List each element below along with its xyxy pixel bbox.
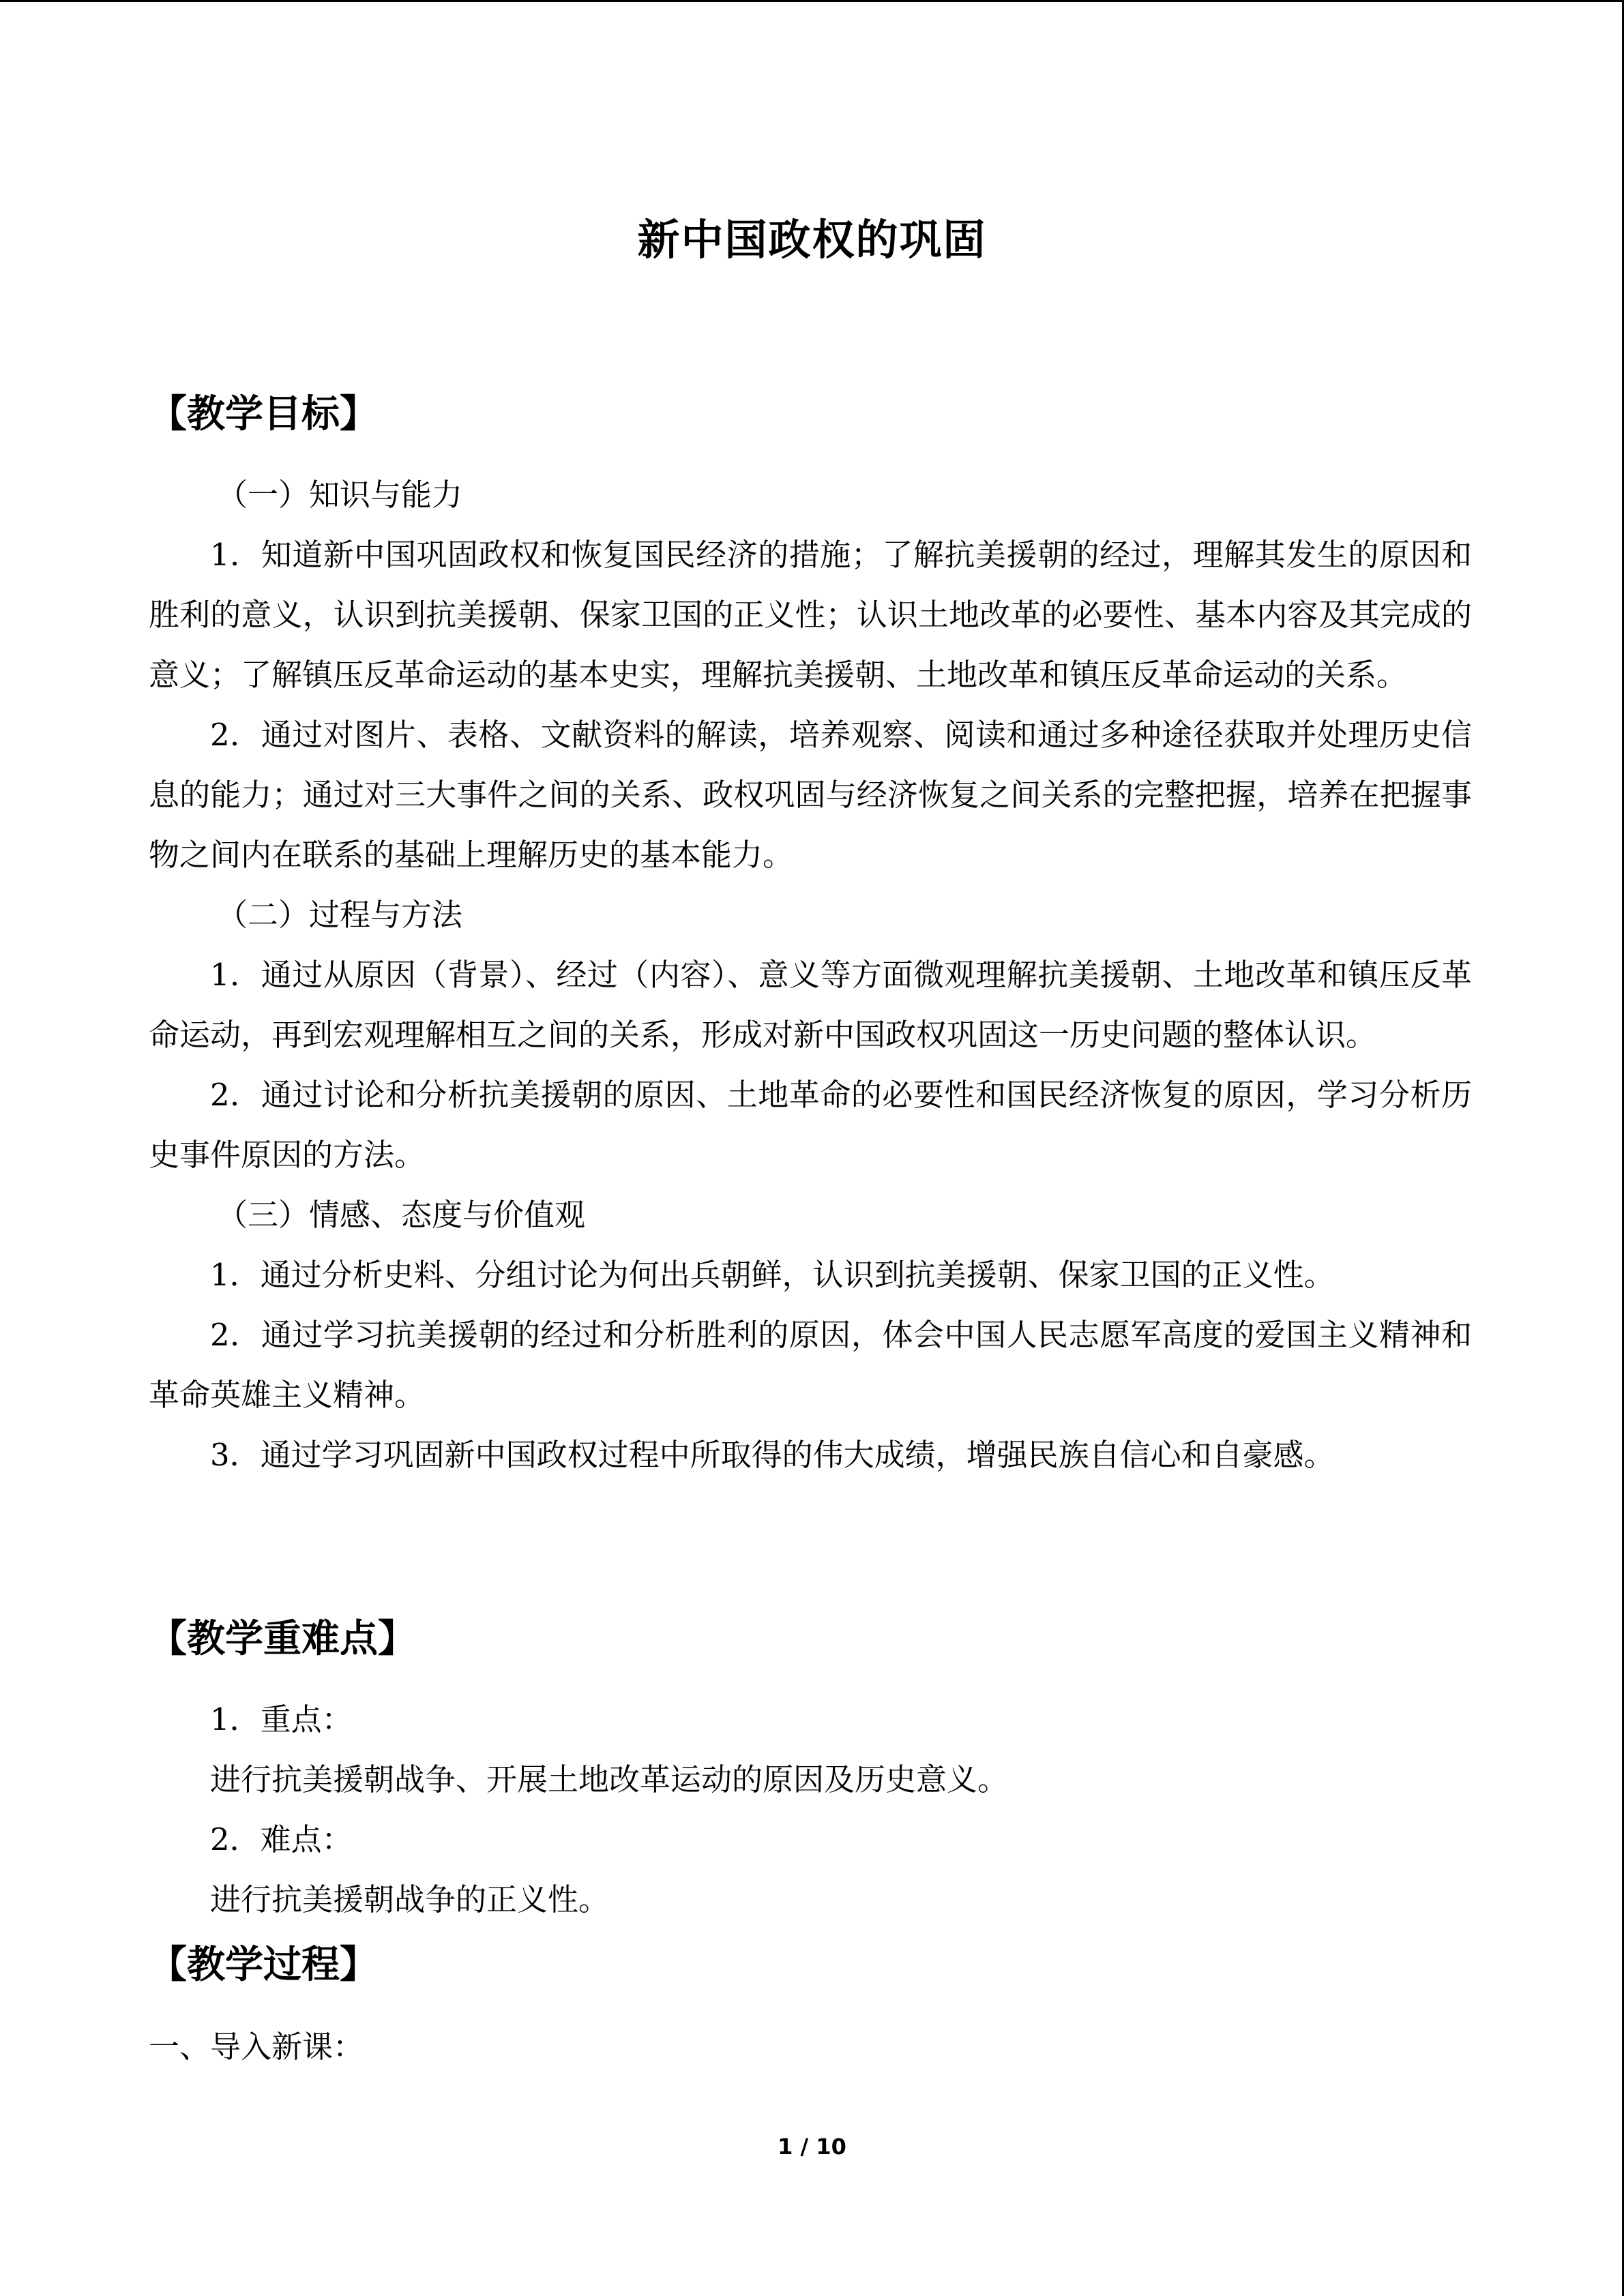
focus-text: 进行抗美援朝战争、开展土地改革运动的原因及历史意义。 xyxy=(210,1761,1009,1798)
knowledge-item-2: 2．通过对图片、表格、文献资料的解读，培养观察、阅读和通过多种途径获取并处理历史信息的能力；通过对三大事件之间的关系、政权巩固与经济恢复之间关系的完整把握，培养在把握事物之间内在联系的基础上理解历史的基本能力。 xyxy=(149,717,1472,873)
values-item-1: 1．通过分析史料、分组讨论为何出兵朝鲜，认识到抗美援朝、保家卫国的正义性。 xyxy=(210,1257,1335,1293)
document-title: 新中国政权的巩固 xyxy=(637,215,987,265)
key-points-heading: 【教学重难点】 xyxy=(149,1617,416,1661)
process-method-item-1: 1．通过从原因（背景）、经过（内容）、意义等方面微观理解抗美援朝、土地改革和镇压反革命运动，再到宏观理解相互之间的关系，形成对新中国政权巩固这一历史问题的整体认识。 xyxy=(149,957,1472,1053)
difficulty-text: 进行抗美援朝战争的正义性。 xyxy=(210,1881,610,1918)
objectives-heading: 【教学目标】 xyxy=(149,392,378,436)
knowledge-item-1: 1．知道新中国巩固政权和恢复国民经济的措施；了解抗美援朝的经过，理解其发生的原因和胜利的意义，认识到抗美援朝、保家卫国的正义性；认识土地改革的必要性、基本内容及其完成的意义；了解镇压反革命运动的基本史实，理解抗美援朝、土地改革和镇压反革命运动的关系。 xyxy=(149,537,1472,693)
values-item-2: 2．通过学习抗美援朝的经过和分析胜利的原因，体会中国人民志愿军高度的爱国主义精神和革命英雄主义精神。 xyxy=(149,1317,1472,1413)
intro-line: 一、导入新课： xyxy=(149,2029,364,2065)
objectives-body xyxy=(149,465,1472,1485)
page-number: 1 / 10 xyxy=(778,2134,846,2160)
values-item-3: 3．通过学习巩固新中国政权过程中所取得的伟大成绩，增强民族自信心和自豪感。 xyxy=(210,1437,1335,1473)
process-body xyxy=(149,2017,1472,2077)
values-subhead: （三）情感、态度与价值观 xyxy=(217,1197,586,1233)
process-method-item-2: 2．通过讨论和分析抗美援朝的原因、土地革命的必要性和国民经济恢复的原因，学习分析历史事件原因的方法。 xyxy=(149,1077,1472,1173)
focus-label: 1．重点： xyxy=(210,1701,353,1738)
process-method-subhead: （二）过程与方法 xyxy=(217,897,463,933)
key-points-body xyxy=(149,1690,1472,1930)
difficulty-label: 2．难点： xyxy=(210,1821,353,1858)
page-top-border xyxy=(0,0,1624,2)
process-heading: 【教学过程】 xyxy=(149,1943,378,1987)
knowledge-subhead: （一）知识与能力 xyxy=(217,477,463,513)
